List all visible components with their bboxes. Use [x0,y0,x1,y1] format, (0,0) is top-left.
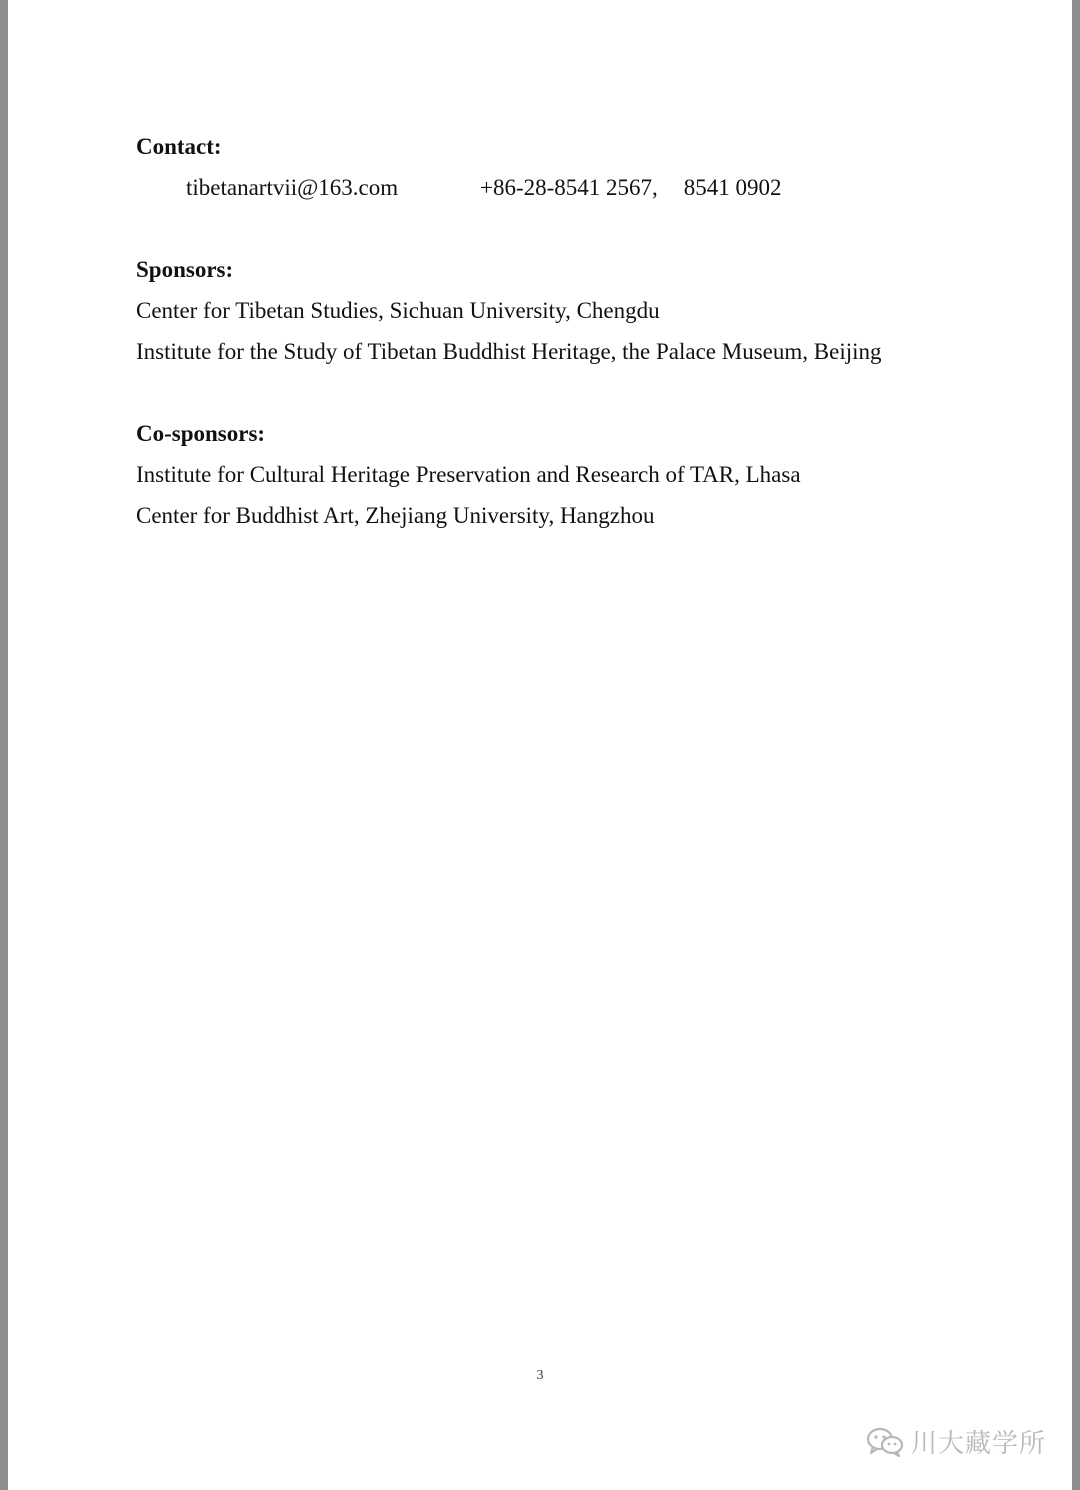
cosponsors-heading: Co-sponsors: [136,421,266,446]
cosponsor-item: Institute for Cultural Heritage Preservation and Research of TAR, Lhasa [136,462,801,487]
cosponsors-section [136,413,1036,536]
contact-phone-secondary: 8541 0902 [683,175,782,200]
contact-email[interactable]: tibetanartvii@163.com [186,175,399,200]
page-number: 3 [536,1368,544,1383]
contact-section [136,126,1036,208]
contact-phone-primary: +86-28-8541 2567, [480,175,658,200]
sponsors-heading: Sponsors: [136,257,234,282]
sponsor-item: Center for Tibetan Studies, Sichuan University, Chengdu [136,298,660,323]
document-page [8,0,1072,1490]
sponsor-item: Institute for the Study of Tibetan Buddhist Heritage, the Palace Museum, Beijing [136,339,882,364]
sponsors-section [136,249,1036,372]
watermark-text: 川大藏学所 [910,1429,1046,1459]
page-content [136,126,1036,577]
wechat-icon [865,1426,905,1458]
watermark [865,1423,1046,1460]
contact-heading: Contact: [136,134,222,159]
cosponsor-item: Center for Buddhist Art, Zhejiang University, Hangzhou [136,503,655,528]
contact-details [136,167,1036,208]
